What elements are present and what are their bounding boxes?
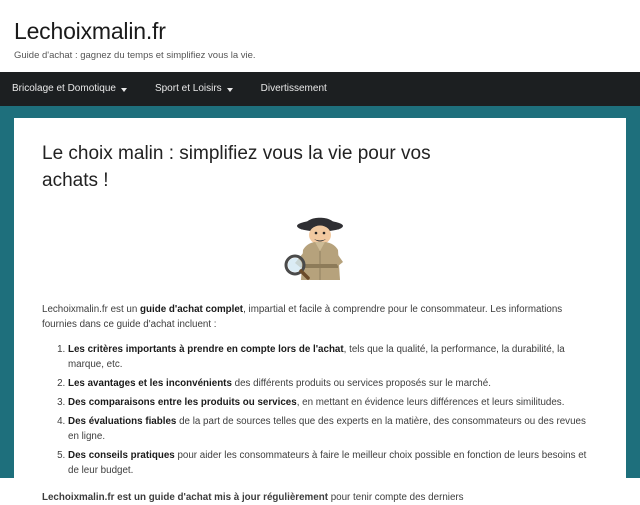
closing-rest: pour tenir compte des derniers [327,492,464,503]
list-item [68,395,598,410]
list-item-strong: Des conseils pratiques [68,450,175,461]
illustration-container [42,208,598,286]
list-item [68,414,598,444]
list-item [68,376,598,391]
list-item-strong: Des comparaisons entre les produits ou services [68,397,297,408]
chevron-down-icon[interactable] [121,88,127,92]
site-header [0,0,640,72]
list-item-rest: , en mettant en évidence leurs différences et leurs similitudes. [296,397,565,408]
intro-part-2: , impartial et facile à comprendre pour le consommateur. Les informations fournies dans ce guide d'achat incluent : [42,304,563,330]
nav-item-label: Sport et Loisirs [154,83,222,94]
list-item-rest: pour aider les consommateurs à faire le meilleur choix possible en fonction de leurs besoins et de leur budget. [68,450,587,476]
nav-item-label: Divertissement [260,83,327,94]
main-navigation [0,72,640,106]
list-item [68,448,598,478]
list-item-strong: Des évaluations fiables [68,416,177,427]
nav-item-sport-et-loisirs[interactable] [155,83,247,95]
intro-part-1: Lechoixmalin.fr est un [42,304,141,315]
list-item-rest: des différents produits ou services proposés sur le marché. [231,378,491,389]
content-band [0,106,640,503]
nav-item-label: Bricolage et Domotique [12,83,116,94]
closing-paragraph [42,490,598,505]
list-item [68,342,598,372]
site-title[interactable]: Lechoixmalin.fr [14,18,166,44]
list-item-rest: de la part de sources telles que des experts en la matière, des consommateurs ou des revues en ligne. [68,416,586,442]
page-title: Le choix malin : simplifiez vous la vie pour vos achats ! [42,143,431,191]
detective-magnifier-illustration [277,208,363,286]
benefits-list [42,342,598,478]
intro-paragraph [42,302,598,332]
closing-strong: Lechoixmalin.fr est un guide d'achat mis à jour régulièrement [42,492,328,503]
list-item-rest: , tels que la qualité, la performance, la durabilité, la marque, etc. [68,344,565,370]
nav-item-bricolage-et-domotique[interactable] [12,83,141,95]
intro-strong: guide d'achat complet [140,304,244,315]
site-tagline: Guide d'achat : gagnez du temps et simplifiez vous la vie. [14,50,256,61]
content-card [14,118,626,503]
list-item-strong: Les avantages et les inconvénients [68,378,232,389]
chevron-down-icon[interactable] [227,88,233,92]
list-item-strong: Les critères importants à prendre en compte lors de l'achat [68,344,344,355]
nav-item-divertissement[interactable] [261,83,341,95]
